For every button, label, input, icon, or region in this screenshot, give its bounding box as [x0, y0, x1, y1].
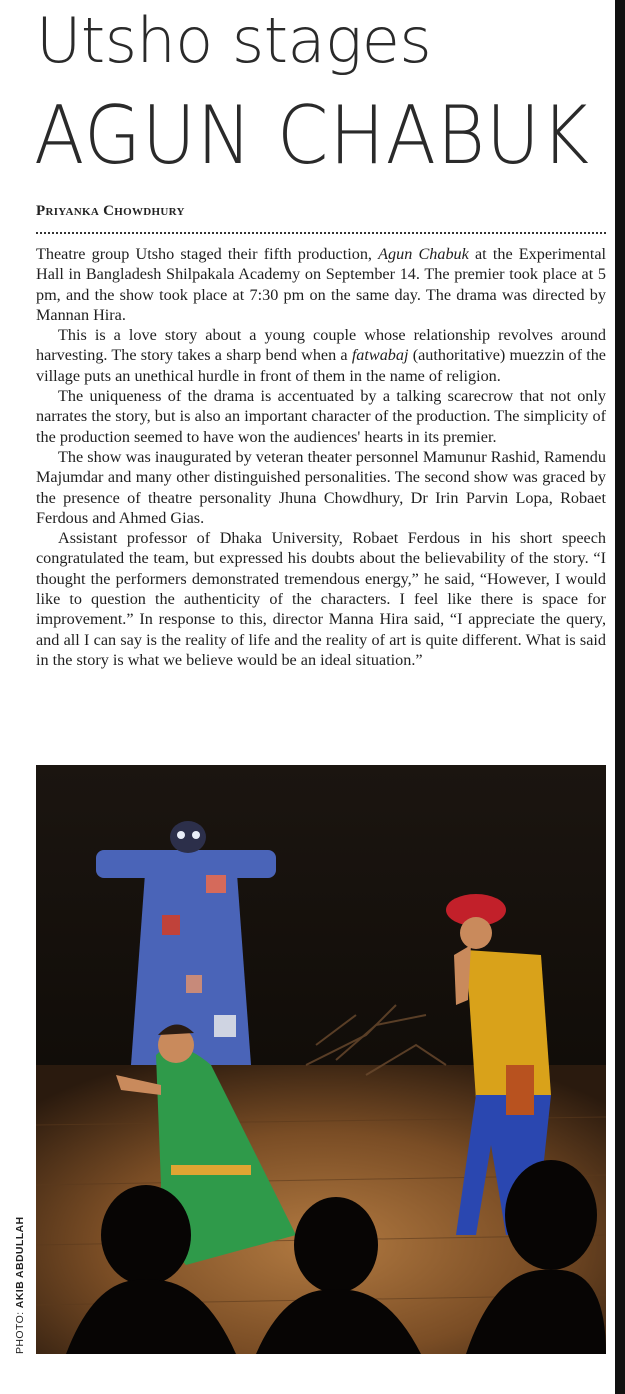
paragraph-5: Assistant professor of Dhaka University, Robaet Ferdous in his short speech congratulated the team, but expressed his doubts about the believability of the story. “I thought the performers demonstrated tremendous energy,” he said, “However, I would like to question the authenticity of the characters. I feel like there is space for improvement.” In response to this, director Manna Hira said, “I appreciate the query, and all I can say is the reality of life and the reality of art is quite different. What is said in the story is what we believe would be an ideal situation.”	[36, 529, 606, 669]
paragraph-1: Theatre group Utsho staged their fifth production, Agun Chabuk at the Experimental Hall in Bangladesh Shilpakala Academy on September 14. The premier took place at 5 pm, and the show took place at 7:30 pm on the same day. The drama was directed by Mannan Hira.	[36, 245, 606, 324]
headline-line-1: Utsho stages	[36, 4, 432, 77]
paragraph-2: This is a love story about a young couple whose relationship revolves around harvesting. The story takes a sharp bend when a fatwabaj (authoritative) muezzin of the village puts an unethical hurdle in front of them in the name of religion.	[36, 326, 606, 385]
article-body	[36, 244, 606, 670]
photo-credit: PHOTO: AKIB ABDULLAH	[14, 1216, 26, 1354]
byline: Priyanka Chowdhury	[36, 203, 185, 219]
dotted-rule	[36, 232, 606, 234]
paragraph-4: The show was inaugurated by veteran theater personnel Mamunur Rashid, Ramendu Majumdar and many other distinguished personalities. The second show was graced by the presence of theatre personality Jhuna Chowdhury, Dr Irin Parvin Lopa, Robaet Ferdous and Ahmed Gias.	[36, 447, 606, 527]
page-edge-bar	[615, 0, 625, 1394]
italic-term: fatwabaj	[351, 346, 409, 365]
stage-photo	[36, 765, 606, 1354]
paragraph-3: The uniqueness of the drama is accentuated by a talking scarecrow that not only narrates the story, but is also an important character of the production. The simplicity of the production seemed to have won the audiences' hearts in its premier.	[36, 387, 606, 446]
headline-line-2: AGUN CHABUK	[34, 89, 590, 182]
italic-term: Agun Chabuk	[378, 245, 469, 263]
